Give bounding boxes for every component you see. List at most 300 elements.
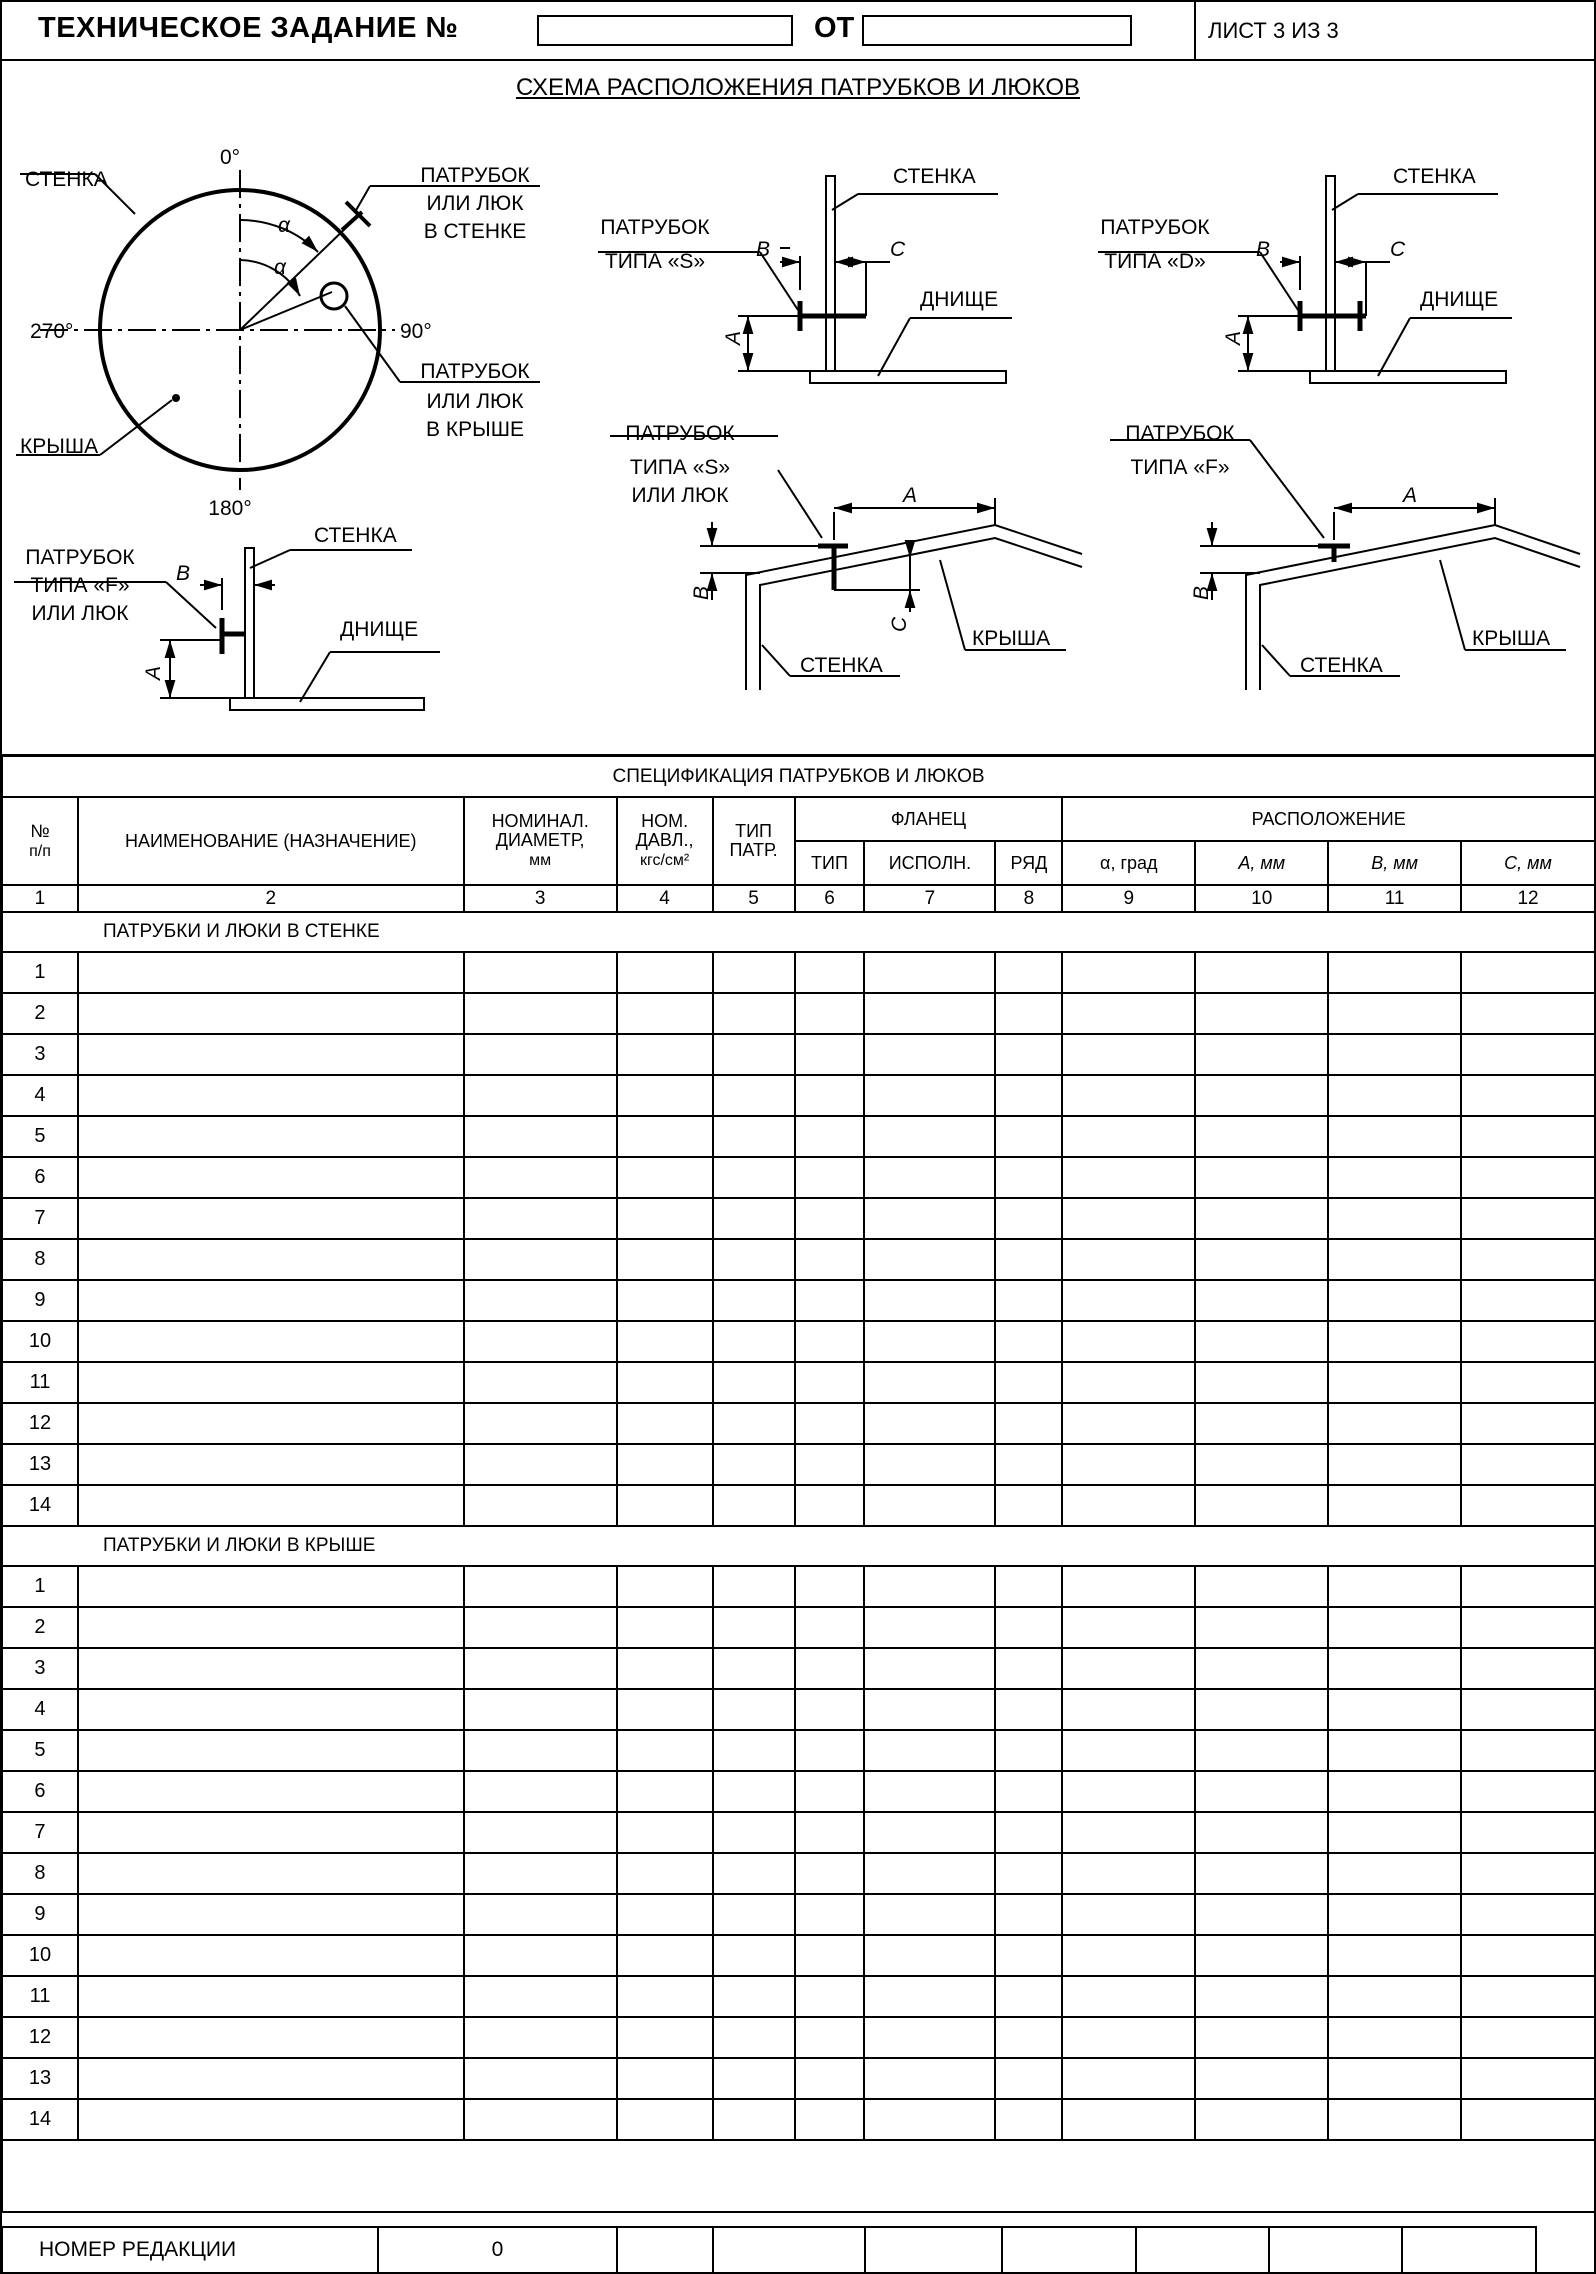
table-cell[interactable] <box>864 2058 995 2099</box>
table-cell[interactable] <box>795 1485 865 1526</box>
table-cell[interactable] <box>1062 1034 1195 1075</box>
table-cell[interactable] <box>864 1485 995 1526</box>
table-cell[interactable] <box>1195 1116 1328 1157</box>
table-cell[interactable] <box>464 2017 617 2058</box>
table-cell[interactable] <box>1062 1771 1195 1812</box>
table-cell[interactable] <box>1461 1280 1595 1321</box>
table-cell[interactable] <box>795 1116 865 1157</box>
table-cell[interactable] <box>995 1771 1062 1812</box>
table-cell[interactable] <box>1461 2017 1595 2058</box>
table-cell[interactable] <box>1195 1648 1328 1689</box>
table-cell[interactable] <box>995 1607 1062 1648</box>
table-cell[interactable] <box>464 2058 617 2099</box>
table-cell[interactable] <box>864 1853 995 1894</box>
table-cell[interactable] <box>617 1239 713 1280</box>
table-cell[interactable] <box>713 1976 795 2017</box>
table-cell[interactable] <box>713 1648 795 1689</box>
table-cell[interactable] <box>864 1198 995 1239</box>
table-cell[interactable] <box>713 1485 795 1526</box>
table-cell[interactable] <box>795 1935 865 1976</box>
table-cell[interactable] <box>1062 1444 1195 1485</box>
table-cell[interactable] <box>864 1157 995 1198</box>
table-cell[interactable] <box>1195 2017 1328 2058</box>
table-cell[interactable] <box>464 1198 617 1239</box>
table-cell[interactable] <box>795 993 865 1034</box>
table-cell[interactable] <box>795 2017 865 2058</box>
table-cell[interactable] <box>1328 1321 1461 1362</box>
table-cell[interactable] <box>1461 1853 1595 1894</box>
table-cell[interactable] <box>1195 1566 1328 1607</box>
table-cell[interactable] <box>78 1280 464 1321</box>
table-cell[interactable] <box>617 1116 713 1157</box>
table-cell[interactable] <box>864 952 995 993</box>
table-cell[interactable] <box>1195 1239 1328 1280</box>
table-cell[interactable] <box>795 1034 865 1075</box>
table-cell[interactable] <box>617 1444 713 1485</box>
table-cell[interactable] <box>864 1935 995 1976</box>
table-cell[interactable] <box>617 1812 713 1853</box>
table-cell[interactable] <box>1328 1566 1461 1607</box>
table-cell[interactable] <box>995 1198 1062 1239</box>
table-cell[interactable] <box>617 1321 713 1362</box>
table-cell[interactable] <box>1195 1403 1328 1444</box>
table-cell[interactable] <box>713 952 795 993</box>
table-cell[interactable] <box>713 2017 795 2058</box>
table-cell[interactable] <box>864 1976 995 2017</box>
table-cell[interactable] <box>464 1075 617 1116</box>
table-cell[interactable] <box>795 1607 865 1648</box>
table-cell[interactable] <box>617 1730 713 1771</box>
table-cell[interactable] <box>1328 993 1461 1034</box>
table-cell[interactable] <box>1328 1976 1461 2017</box>
table-cell[interactable] <box>617 2058 713 2099</box>
table-cell[interactable] <box>995 1280 1062 1321</box>
table-cell[interactable] <box>1461 1812 1595 1853</box>
table-cell[interactable] <box>995 993 1062 1034</box>
table-cell[interactable] <box>1461 2099 1595 2140</box>
table-cell[interactable] <box>713 1403 795 1444</box>
table-cell[interactable] <box>1195 1689 1328 1730</box>
table-cell[interactable] <box>995 1075 1062 1116</box>
table-cell[interactable] <box>1062 1239 1195 1280</box>
table-cell[interactable] <box>1062 1198 1195 1239</box>
table-cell[interactable] <box>1328 1730 1461 1771</box>
table-cell[interactable] <box>78 1321 464 1362</box>
table-cell[interactable] <box>795 1689 865 1730</box>
table-cell[interactable] <box>78 993 464 1034</box>
table-cell[interactable] <box>713 1362 795 1403</box>
table-cell[interactable] <box>1328 1280 1461 1321</box>
table-cell[interactable] <box>1328 1198 1461 1239</box>
table-cell[interactable] <box>795 1566 865 1607</box>
table-cell[interactable] <box>995 1812 1062 1853</box>
table-cell[interactable] <box>995 952 1062 993</box>
table-cell[interactable] <box>1328 1116 1461 1157</box>
table-cell[interactable] <box>1328 2099 1461 2140</box>
table-cell[interactable] <box>464 1648 617 1689</box>
table-cell[interactable] <box>713 1935 795 1976</box>
table-cell[interactable] <box>995 1730 1062 1771</box>
table-cell[interactable] <box>713 2099 795 2140</box>
table-cell[interactable] <box>864 1648 995 1689</box>
table-cell[interactable] <box>617 1157 713 1198</box>
table-cell[interactable] <box>78 1689 464 1730</box>
table-cell[interactable] <box>1195 1280 1328 1321</box>
table-cell[interactable] <box>617 2099 713 2140</box>
table-cell[interactable] <box>78 1157 464 1198</box>
table-cell[interactable] <box>995 2058 1062 2099</box>
table-cell[interactable] <box>1062 1648 1195 1689</box>
table-cell[interactable] <box>995 1935 1062 1976</box>
table-cell[interactable] <box>864 1894 995 1935</box>
table-cell[interactable] <box>795 1771 865 1812</box>
table-cell[interactable] <box>713 2058 795 2099</box>
table-cell[interactable] <box>795 1730 865 1771</box>
table-cell[interactable] <box>78 1648 464 1689</box>
table-cell[interactable] <box>78 1935 464 1976</box>
table-cell[interactable] <box>713 1444 795 1485</box>
table-cell[interactable] <box>617 1853 713 1894</box>
table-cell[interactable] <box>713 1689 795 1730</box>
table-cell[interactable] <box>1328 1689 1461 1730</box>
table-cell[interactable] <box>795 1362 865 1403</box>
table-cell[interactable] <box>713 1771 795 1812</box>
table-cell[interactable] <box>1328 1771 1461 1812</box>
table-cell[interactable] <box>78 1976 464 2017</box>
table-cell[interactable] <box>78 1362 464 1403</box>
table-cell[interactable] <box>1461 1362 1595 1403</box>
table-cell[interactable] <box>995 1403 1062 1444</box>
table-cell[interactable] <box>1062 1321 1195 1362</box>
table-cell[interactable] <box>1195 1894 1328 1935</box>
table-cell[interactable] <box>1461 1730 1595 1771</box>
table-cell[interactable] <box>713 1116 795 1157</box>
table-cell[interactable] <box>713 1853 795 1894</box>
table-cell[interactable] <box>617 2017 713 2058</box>
table-cell[interactable] <box>1195 952 1328 993</box>
table-cell[interactable] <box>617 1403 713 1444</box>
table-cell[interactable] <box>1461 1566 1595 1607</box>
table-cell[interactable] <box>1062 1116 1195 1157</box>
footer-cell[interactable] <box>1136 2227 1269 2273</box>
table-cell[interactable] <box>1328 1157 1461 1198</box>
table-cell[interactable] <box>78 1034 464 1075</box>
table-cell[interactable] <box>1062 1935 1195 1976</box>
table-cell[interactable] <box>995 1362 1062 1403</box>
table-cell[interactable] <box>1062 2017 1195 2058</box>
table-cell[interactable] <box>1328 1485 1461 1526</box>
table-cell[interactable] <box>1062 1730 1195 1771</box>
table-cell[interactable] <box>1195 2099 1328 2140</box>
table-cell[interactable] <box>795 2099 865 2140</box>
table-cell[interactable] <box>995 2017 1062 2058</box>
table-cell[interactable] <box>1062 1812 1195 1853</box>
table-cell[interactable] <box>1195 2058 1328 2099</box>
table-cell[interactable] <box>1461 1935 1595 1976</box>
table-cell[interactable] <box>1195 1075 1328 1116</box>
table-cell[interactable] <box>1195 1362 1328 1403</box>
table-cell[interactable] <box>1461 1321 1595 1362</box>
table-cell[interactable] <box>1195 1853 1328 1894</box>
table-cell[interactable] <box>1461 1607 1595 1648</box>
table-cell[interactable] <box>464 1689 617 1730</box>
table-cell[interactable] <box>713 1157 795 1198</box>
table-cell[interactable] <box>1062 1280 1195 1321</box>
table-cell[interactable] <box>1461 1116 1595 1157</box>
footer-cell[interactable] <box>617 2227 713 2273</box>
table-cell[interactable] <box>1328 1894 1461 1935</box>
table-cell[interactable] <box>864 1689 995 1730</box>
table-cell[interactable] <box>1461 1198 1595 1239</box>
table-cell[interactable] <box>78 1198 464 1239</box>
table-cell[interactable] <box>78 1894 464 1935</box>
table-cell[interactable] <box>995 1116 1062 1157</box>
table-cell[interactable] <box>1328 1362 1461 1403</box>
table-cell[interactable] <box>864 1812 995 1853</box>
table-cell[interactable] <box>995 1648 1062 1689</box>
table-cell[interactable] <box>617 1566 713 1607</box>
revision-value[interactable]: 0 <box>378 2227 617 2273</box>
table-cell[interactable] <box>1328 952 1461 993</box>
table-cell[interactable] <box>617 1689 713 1730</box>
table-cell[interactable] <box>1062 993 1195 1034</box>
table-cell[interactable] <box>78 1730 464 1771</box>
table-cell[interactable] <box>864 1771 995 1812</box>
table-cell[interactable] <box>995 1157 1062 1198</box>
table-cell[interactable] <box>1062 1075 1195 1116</box>
table-cell[interactable] <box>864 993 995 1034</box>
table-cell[interactable] <box>1062 1853 1195 1894</box>
table-cell[interactable] <box>1328 1607 1461 1648</box>
footer-cell[interactable] <box>865 2227 1002 2273</box>
table-cell[interactable] <box>1328 1034 1461 1075</box>
table-cell[interactable] <box>713 1812 795 1853</box>
table-cell[interactable] <box>78 1812 464 1853</box>
table-cell[interactable] <box>713 1034 795 1075</box>
table-cell[interactable] <box>1461 2058 1595 2099</box>
table-cell[interactable] <box>995 1976 1062 2017</box>
table-cell[interactable] <box>617 1362 713 1403</box>
table-cell[interactable] <box>1461 952 1595 993</box>
table-cell[interactable] <box>1195 1812 1328 1853</box>
table-cell[interactable] <box>864 1034 995 1075</box>
table-cell[interactable] <box>1062 1976 1195 2017</box>
table-cell[interactable] <box>1062 952 1195 993</box>
table-cell[interactable] <box>713 1566 795 1607</box>
table-cell[interactable] <box>464 1280 617 1321</box>
table-cell[interactable] <box>864 1362 995 1403</box>
table-cell[interactable] <box>464 1812 617 1853</box>
table-cell[interactable] <box>464 1894 617 1935</box>
table-cell[interactable] <box>864 1607 995 1648</box>
table-cell[interactable] <box>864 1239 995 1280</box>
table-cell[interactable] <box>1195 1321 1328 1362</box>
table-cell[interactable] <box>1062 1894 1195 1935</box>
table-cell[interactable] <box>78 1853 464 1894</box>
table-cell[interactable] <box>795 1976 865 2017</box>
table-cell[interactable] <box>1461 1648 1595 1689</box>
table-cell[interactable] <box>1461 1976 1595 2017</box>
table-cell[interactable] <box>1328 2058 1461 2099</box>
table-cell[interactable] <box>78 1075 464 1116</box>
table-cell[interactable] <box>795 1280 865 1321</box>
table-cell[interactable] <box>713 1321 795 1362</box>
table-cell[interactable] <box>617 1280 713 1321</box>
table-cell[interactable] <box>617 1771 713 1812</box>
table-cell[interactable] <box>1195 1485 1328 1526</box>
table-cell[interactable] <box>995 1485 1062 1526</box>
table-cell[interactable] <box>713 1730 795 1771</box>
table-cell[interactable] <box>1062 2099 1195 2140</box>
table-cell[interactable] <box>713 1894 795 1935</box>
table-cell[interactable] <box>1328 1444 1461 1485</box>
table-cell[interactable] <box>1328 1075 1461 1116</box>
table-cell[interactable] <box>464 1116 617 1157</box>
table-cell[interactable] <box>795 1812 865 1853</box>
table-cell[interactable] <box>1461 1444 1595 1485</box>
table-cell[interactable] <box>78 952 464 993</box>
table-cell[interactable] <box>1062 1403 1195 1444</box>
table-cell[interactable] <box>1195 1034 1328 1075</box>
table-cell[interactable] <box>78 2058 464 2099</box>
table-cell[interactable] <box>617 1894 713 1935</box>
table-cell[interactable] <box>795 2058 865 2099</box>
table-cell[interactable] <box>795 1075 865 1116</box>
table-cell[interactable] <box>1461 1034 1595 1075</box>
table-cell[interactable] <box>1461 1157 1595 1198</box>
table-cell[interactable] <box>995 1894 1062 1935</box>
table-cell[interactable] <box>995 1239 1062 1280</box>
table-cell[interactable] <box>1195 1607 1328 1648</box>
table-cell[interactable] <box>464 1403 617 1444</box>
table-cell[interactable] <box>713 1198 795 1239</box>
table-cell[interactable] <box>995 1689 1062 1730</box>
table-cell[interactable] <box>995 1566 1062 1607</box>
table-cell[interactable] <box>617 1648 713 1689</box>
table-cell[interactable] <box>995 2099 1062 2140</box>
table-cell[interactable] <box>78 1444 464 1485</box>
table-cell[interactable] <box>1062 1566 1195 1607</box>
table-cell[interactable] <box>864 2099 995 2140</box>
table-cell[interactable] <box>1195 1157 1328 1198</box>
table-cell[interactable] <box>78 1239 464 1280</box>
table-cell[interactable] <box>995 1444 1062 1485</box>
table-cell[interactable] <box>1461 1894 1595 1935</box>
table-cell[interactable] <box>1062 1689 1195 1730</box>
table-cell[interactable] <box>464 1730 617 1771</box>
table-cell[interactable] <box>995 1034 1062 1075</box>
table-cell[interactable] <box>464 1444 617 1485</box>
table-cell[interactable] <box>464 1566 617 1607</box>
table-cell[interactable] <box>464 1034 617 1075</box>
table-cell[interactable] <box>795 1239 865 1280</box>
table-cell[interactable] <box>464 1321 617 1362</box>
table-cell[interactable] <box>78 1566 464 1607</box>
table-cell[interactable] <box>464 1362 617 1403</box>
table-cell[interactable] <box>78 1116 464 1157</box>
table-cell[interactable] <box>795 952 865 993</box>
table-cell[interactable] <box>464 993 617 1034</box>
table-cell[interactable] <box>1328 1403 1461 1444</box>
table-cell[interactable] <box>1195 1771 1328 1812</box>
table-cell[interactable] <box>1461 993 1595 1034</box>
table-cell[interactable] <box>617 1034 713 1075</box>
table-cell[interactable] <box>1195 1935 1328 1976</box>
table-cell[interactable] <box>795 1444 865 1485</box>
table-cell[interactable] <box>464 2099 617 2140</box>
table-cell[interactable] <box>78 2099 464 2140</box>
table-cell[interactable] <box>1461 1239 1595 1280</box>
table-cell[interactable] <box>78 2017 464 2058</box>
table-cell[interactable] <box>864 2017 995 2058</box>
table-cell[interactable] <box>617 952 713 993</box>
table-cell[interactable] <box>78 1607 464 1648</box>
table-cell[interactable] <box>1328 1853 1461 1894</box>
table-cell[interactable] <box>864 1116 995 1157</box>
table-cell[interactable] <box>1195 1976 1328 2017</box>
table-cell[interactable] <box>995 1321 1062 1362</box>
table-cell[interactable] <box>617 1935 713 1976</box>
table-cell[interactable] <box>464 1239 617 1280</box>
table-cell[interactable] <box>1328 1239 1461 1280</box>
table-cell[interactable] <box>864 1075 995 1116</box>
table-cell[interactable] <box>617 1485 713 1526</box>
footer-cell[interactable] <box>1002 2227 1136 2273</box>
table-cell[interactable] <box>795 1403 865 1444</box>
table-cell[interactable] <box>617 993 713 1034</box>
table-cell[interactable] <box>1195 1730 1328 1771</box>
table-cell[interactable] <box>864 1280 995 1321</box>
table-cell[interactable] <box>1328 1935 1461 1976</box>
table-cell[interactable] <box>464 1976 617 2017</box>
table-cell[interactable] <box>464 1485 617 1526</box>
footer-cell[interactable] <box>713 2227 865 2273</box>
table-cell[interactable] <box>1328 1812 1461 1853</box>
table-cell[interactable] <box>864 1321 995 1362</box>
table-cell[interactable] <box>795 1321 865 1362</box>
table-cell[interactable] <box>995 1853 1062 1894</box>
table-cell[interactable] <box>617 1976 713 2017</box>
table-cell[interactable] <box>1195 1198 1328 1239</box>
table-cell[interactable] <box>1062 1485 1195 1526</box>
table-cell[interactable] <box>713 993 795 1034</box>
table-cell[interactable] <box>713 1075 795 1116</box>
table-cell[interactable] <box>1062 2058 1195 2099</box>
table-cell[interactable] <box>1062 1157 1195 1198</box>
table-cell[interactable] <box>464 1157 617 1198</box>
table-cell[interactable] <box>1328 2017 1461 2058</box>
table-cell[interactable] <box>464 1935 617 1976</box>
table-cell[interactable] <box>864 1566 995 1607</box>
table-cell[interactable] <box>1461 1485 1595 1526</box>
table-cell[interactable] <box>864 1403 995 1444</box>
table-cell[interactable] <box>795 1894 865 1935</box>
table-cell[interactable] <box>617 1075 713 1116</box>
table-cell[interactable] <box>864 1730 995 1771</box>
table-cell[interactable] <box>713 1280 795 1321</box>
table-cell[interactable] <box>78 1771 464 1812</box>
table-cell[interactable] <box>1195 1444 1328 1485</box>
table-cell[interactable] <box>78 1403 464 1444</box>
table-cell[interactable] <box>78 1485 464 1526</box>
table-cell[interactable] <box>1461 1771 1595 1812</box>
footer-cell[interactable] <box>1269 2227 1402 2273</box>
table-cell[interactable] <box>795 1198 865 1239</box>
table-cell[interactable] <box>1062 1607 1195 1648</box>
table-cell[interactable] <box>1062 1362 1195 1403</box>
table-cell[interactable] <box>1461 1403 1595 1444</box>
table-cell[interactable] <box>795 1853 865 1894</box>
